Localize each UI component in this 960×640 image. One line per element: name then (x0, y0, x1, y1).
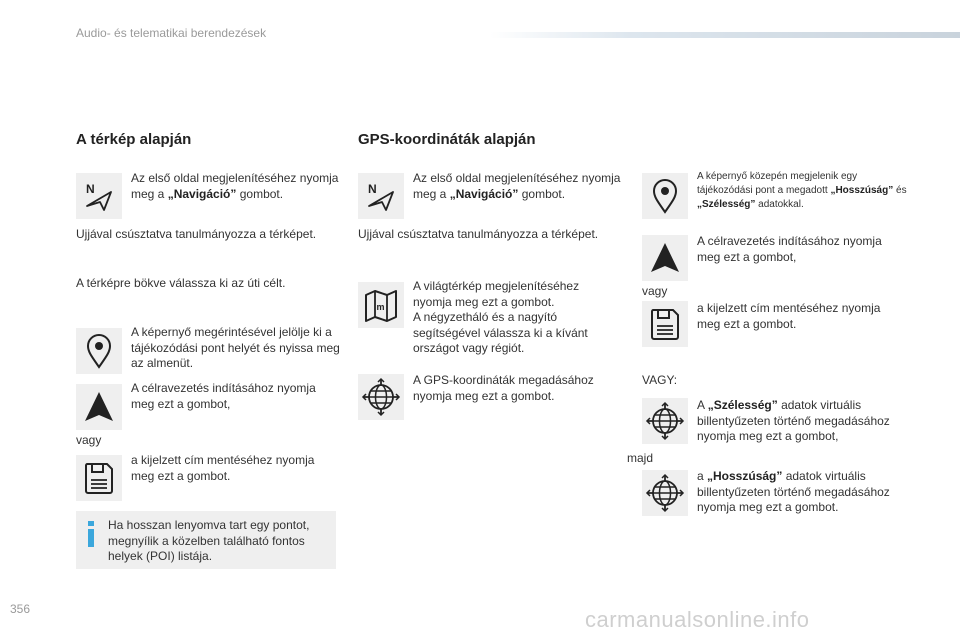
latitude-instruction: A „Szélesség” adatok virtuális billentyűzeten történő megadásához nyomja meg ezt a gombot, (697, 398, 890, 443)
navigation-icon (76, 173, 122, 219)
longitude-keyboard-icon (642, 470, 688, 516)
save-icon (642, 301, 688, 347)
swipe-instruction: Ujjával csúsztatva tanulmányozza a térképet. (76, 227, 317, 241)
nav-instruction: Az első oldal megjelenítéséhez nyomja meg a „Navigáció” gombot. (413, 171, 621, 201)
watermark: carmanualsonline.info (585, 607, 810, 632)
save-address-instruction: a kijelzett cím mentéséhez nyomja meg ezt a gombot. (697, 301, 881, 331)
navigation-arrow-icon (642, 235, 688, 281)
map-pin-icon (642, 173, 688, 219)
section-heading-gps: GPS-koordináták alapján (358, 131, 536, 148)
save-icon (76, 455, 122, 501)
or-label: vagy (642, 284, 668, 298)
chapter-title: Audio- és telematikai berendezések (76, 26, 267, 40)
navigation-icon (358, 173, 404, 219)
start-guidance-instruction: A célravezetés indításához nyomja meg ezt a gombot, (697, 234, 882, 264)
center-point-instruction: A képernyő közepén megjelenik egy tájékozódási pont a megadott „Hosszúság” és „Szélesség” adatokkal. (697, 171, 907, 210)
page-number: 356 (10, 602, 31, 616)
gps-coordinates-icon (358, 374, 404, 420)
or-caps-label: VAGY: (642, 373, 678, 387)
world-map-instruction: A világtérkép megjelenítéséhez nyomja meg ezt a gombot. A négyzetháló és a nagyító segítségével válassza ki a kívánt országot vagy régiót. (413, 279, 588, 355)
header-divider (490, 32, 960, 38)
navigation-arrow-icon (76, 384, 122, 430)
info-text: Ha hosszan lenyomva tart egy pontot, megnyílik a közelben található fontos helyek (POI) listája. (108, 518, 310, 563)
latitude-keyboard-icon (642, 398, 688, 444)
or-label: vagy (76, 433, 102, 447)
select-destination-instruction: A térképre bökve válassza ki az úti célt. (76, 276, 286, 290)
longitude-instruction: a „Hosszúság” adatok virtuális billentyűzeten történő megadásához nyomja meg ezt a gombot. (697, 469, 890, 514)
save-address-instruction: a kijelzett cím mentéséhez nyomja meg ezt a gombot. (131, 453, 315, 483)
swipe-instruction: Ujjával csúsztatva tanulmányozza a térképet. (358, 227, 599, 241)
section-heading-map: A térkép alapján (76, 131, 192, 148)
mark-point-instruction: A képernyő megérintésével jelölje ki a tájékozódási pont helyét és nyissa meg az almenüt. (131, 325, 340, 370)
start-guidance-instruction: A célravezetés indításához nyomja meg ezt a gombot, (131, 381, 316, 411)
gps-instruction: A GPS-koordináták megadásához nyomja meg ezt a gombot. (413, 373, 594, 403)
info-icon (84, 519, 98, 549)
then-label: majd (627, 451, 654, 465)
map-pin-icon (76, 328, 122, 374)
world-map-icon (358, 282, 404, 328)
nav-instruction: Az első oldal megjelenítéséhez nyomja meg a „Navigáció” gombot. (131, 171, 339, 201)
